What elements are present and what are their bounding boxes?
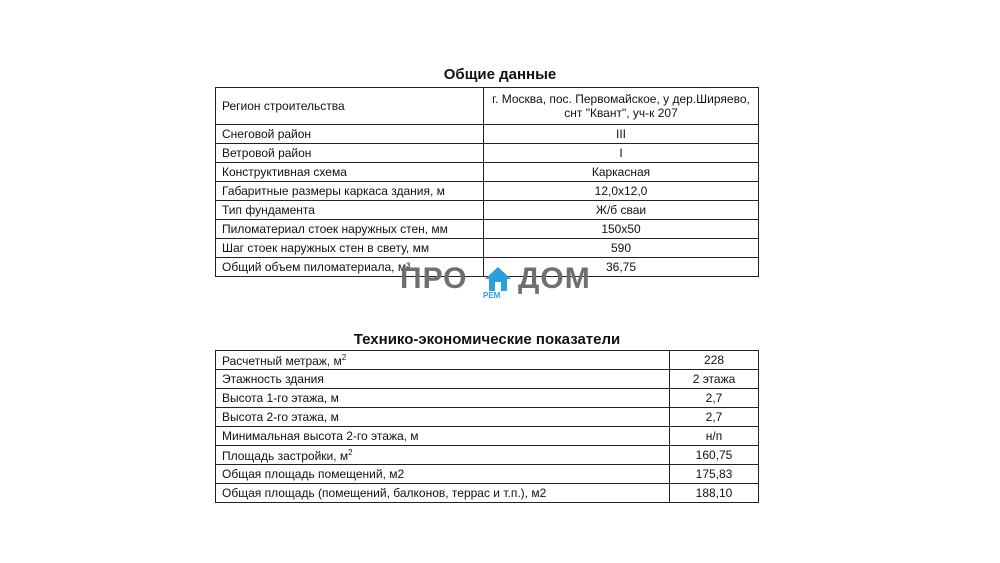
- table-row: [216, 427, 759, 446]
- row-label: Этажность здания: [216, 370, 670, 389]
- superscript: 2: [341, 352, 347, 362]
- row-label: [216, 351, 670, 370]
- row-label-text: Площадь застройки, м: [222, 448, 349, 463]
- row-label: Ветровой район: [216, 144, 484, 163]
- table-row: [216, 88, 759, 125]
- tep-title: Технико-экономические показатели: [353, 331, 621, 348]
- row-value: г. Москва, пос. Первомайское, у дер.Ширяево, снт "Квант", уч-к 207: [484, 88, 759, 125]
- row-label: [216, 446, 670, 465]
- row-label: Конструктивная схема: [216, 163, 484, 182]
- row-value: 188,10: [670, 484, 759, 503]
- table-row: [216, 201, 759, 220]
- row-label: Общий объем пиломатериала, м³: [216, 258, 484, 277]
- row-value: н/п: [670, 427, 759, 446]
- row-label: Общая площадь (помещений, балконов, террас и т.п.), м2: [216, 484, 670, 503]
- row-value: 175,83: [670, 465, 759, 484]
- table-row: [216, 125, 759, 144]
- row-value: 2,7: [670, 408, 759, 427]
- row-value: 160,75: [670, 446, 759, 465]
- row-value: 36,75: [484, 258, 759, 277]
- row-label: Габаритные размеры каркаса здания, м: [216, 182, 484, 201]
- row-label: Регион строительства: [216, 88, 484, 125]
- row-value: 2,7: [670, 389, 759, 408]
- row-label: Шаг стоек наружных стен в свету, мм: [216, 239, 484, 258]
- row-value: 2 этажа: [670, 370, 759, 389]
- superscript: 2: [348, 447, 353, 457]
- table-row: [216, 163, 759, 182]
- row-value: Ж/б сваи: [484, 201, 759, 220]
- row-label: Тип фундамента: [216, 201, 484, 220]
- table-row: [216, 389, 759, 408]
- watermark-logo: [400, 262, 600, 302]
- table-row: [216, 465, 759, 484]
- table-row: [216, 446, 759, 465]
- house-icon: [483, 264, 513, 294]
- row-value: 228: [670, 351, 759, 370]
- row-value: Каркасная: [484, 163, 759, 182]
- table-row: [216, 351, 759, 370]
- table-row: [216, 182, 759, 201]
- table-row: [216, 144, 759, 163]
- row-value: 12,0х12,0: [484, 182, 759, 201]
- row-label: Высота 1-го этажа, м: [216, 389, 670, 408]
- table-row: [216, 484, 759, 503]
- row-label: Снеговой район: [216, 125, 484, 144]
- table-row: [216, 370, 759, 389]
- general-data-title: Общие данные: [443, 66, 557, 83]
- row-label-text: Расчетный метраж, м: [222, 353, 342, 368]
- table-row: [216, 239, 759, 258]
- row-label: Пиломатериал стоек наружных стен, мм: [216, 220, 484, 239]
- row-label: Минимальная высота 2-го этажа, м: [216, 427, 670, 446]
- row-label: Высота 2-го этажа, м: [216, 408, 670, 427]
- row-value: 590: [484, 239, 759, 258]
- row-value: 150х50: [484, 220, 759, 239]
- row-value: III: [484, 125, 759, 144]
- general-data-table: [215, 87, 759, 277]
- logo-subtext: РЕМ: [483, 291, 501, 300]
- table-row: [216, 220, 759, 239]
- table-row: [216, 408, 759, 427]
- logo-text-left: ПРО: [400, 262, 468, 295]
- row-label: Общая площадь помещений, м2: [216, 465, 670, 484]
- logo-text-right: ДОМ: [518, 262, 591, 295]
- tep-table: [215, 350, 759, 503]
- row-value: I: [484, 144, 759, 163]
